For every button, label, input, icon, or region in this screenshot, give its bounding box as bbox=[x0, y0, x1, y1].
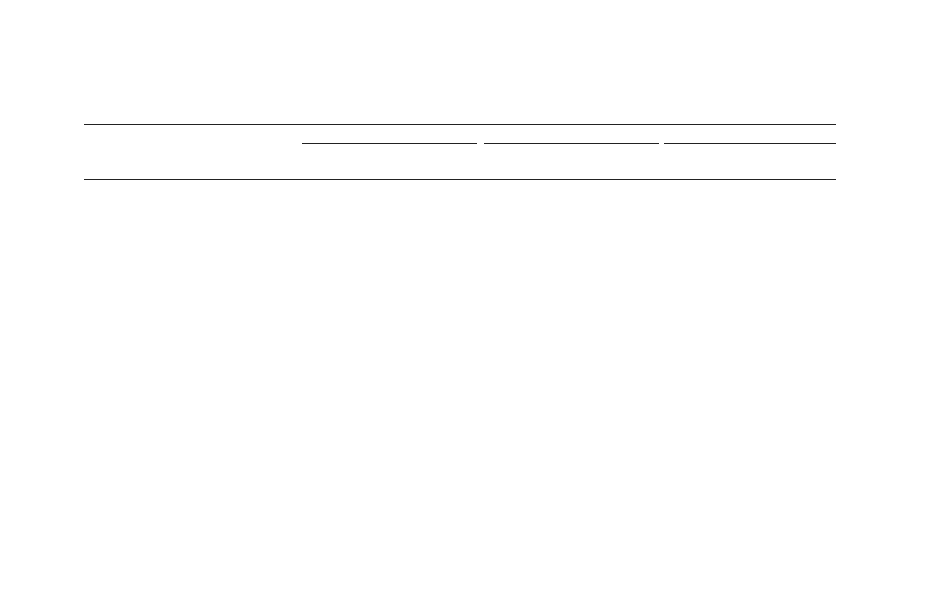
group-rule-underground bbox=[484, 143, 659, 144]
header-bottom-rule bbox=[84, 179, 836, 180]
group-rule-all-mines bbox=[664, 143, 836, 144]
group-rule-surface bbox=[302, 143, 477, 144]
table-top-rule bbox=[84, 124, 836, 125]
